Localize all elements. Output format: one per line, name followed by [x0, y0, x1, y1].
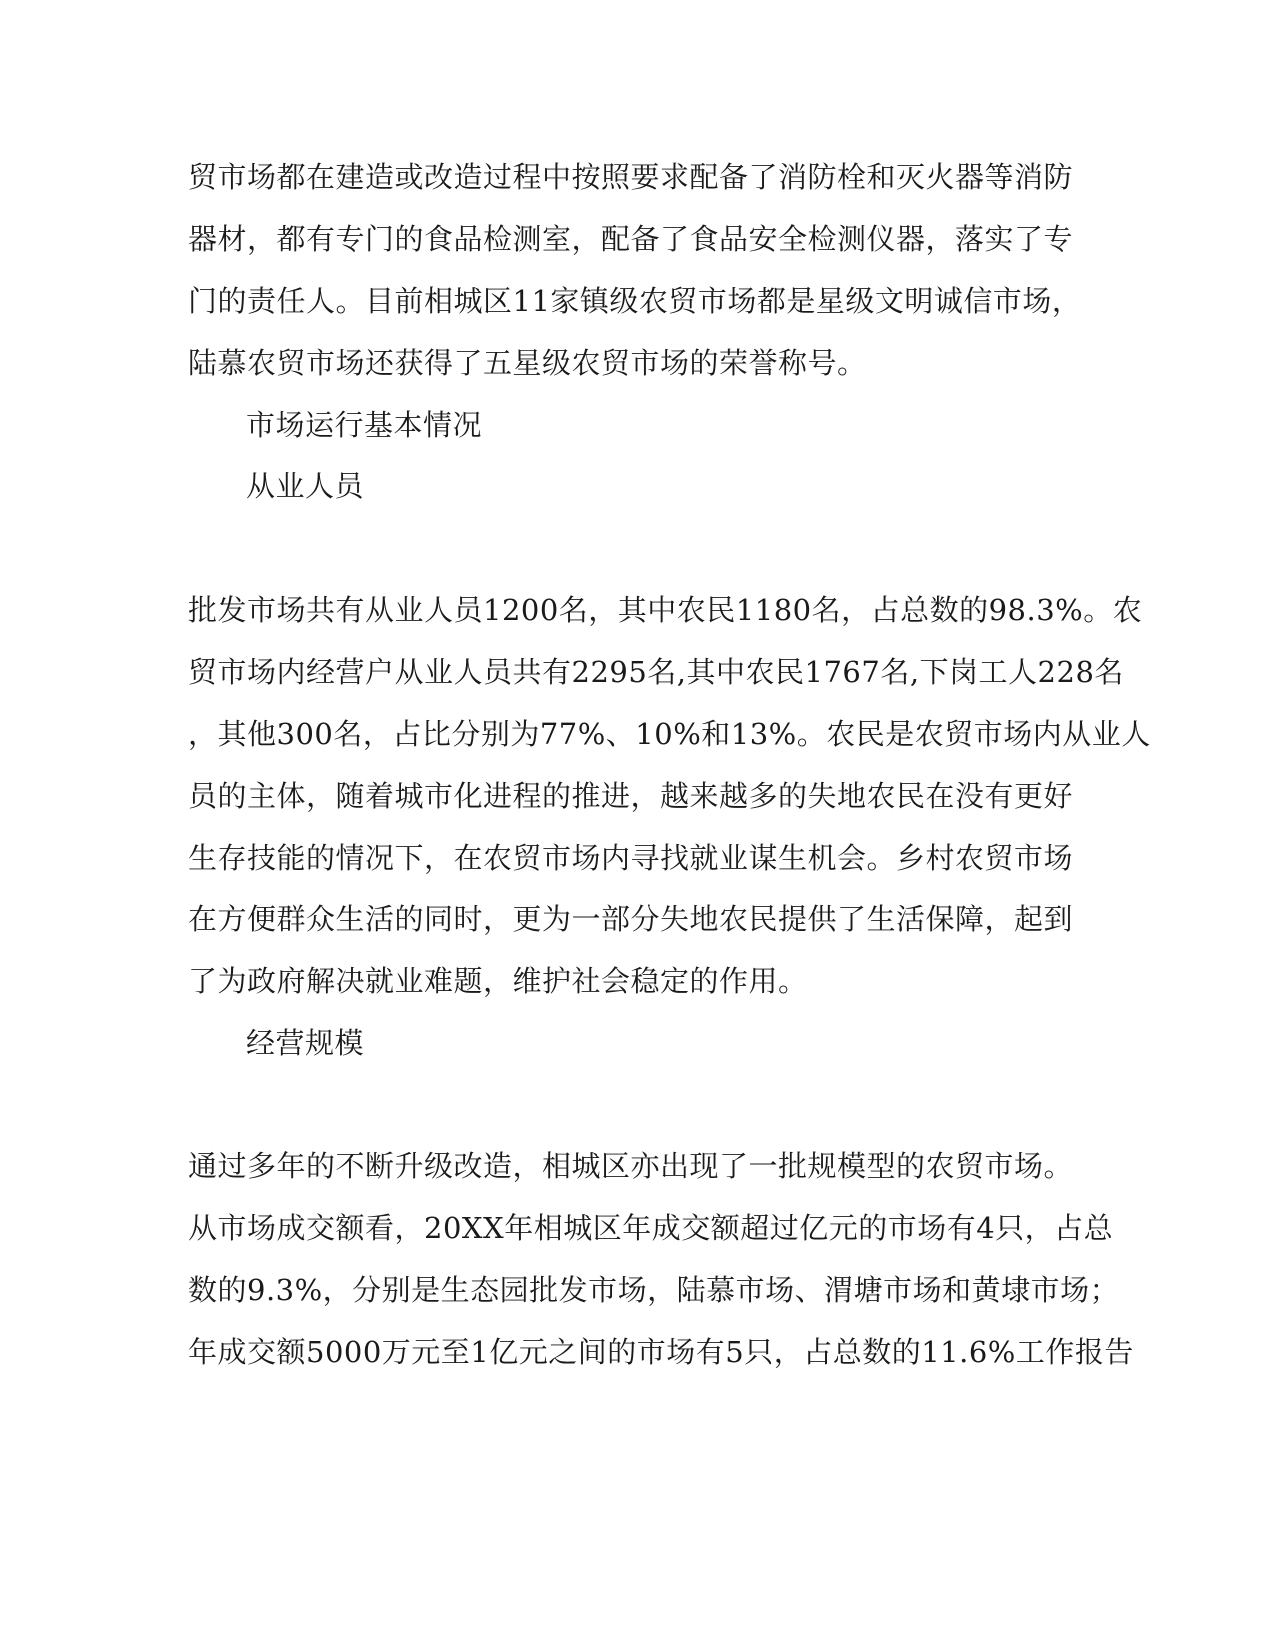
paragraph-line: ，其他300名，占比分别为77%、10%和13%。农民是农贸市场内从业人 — [188, 717, 1151, 751]
section-heading: 经营规模 — [246, 1026, 365, 1060]
paragraph-line: 通过多年的不断升级改造，相城区亦出现了一批规模型的农贸市场。 — [188, 1149, 1074, 1183]
paragraph-line: 生存技能的情况下，在农贸市场内寻找就业谋生机会。乡村农贸市场 — [188, 841, 1074, 875]
paragraph-line: 贸市场都在建造或改造过程中按照要求配备了消防栓和灭火器等消防 — [188, 160, 1074, 194]
paragraph-line: 数的9.3%，分别是生态园批发市场，陆慕市场、渭塘市场和黄埭市场； — [188, 1273, 1120, 1307]
paragraph-line: 陆慕农贸市场还获得了五星级农贸市场的荣誉称号。 — [188, 346, 867, 380]
paragraph-line: 年成交额5000万元至1亿元之间的市场有5只，占总数的11.6%工作报告 — [188, 1335, 1134, 1369]
paragraph-line: 从市场成交额看，20XX年相城区年成交额超过亿元的市场有4只，占总 — [188, 1211, 1114, 1245]
paragraph-line: 批发市场共有从业人员1200名，其中农民1180名，占总数的98.3%。农 — [188, 593, 1143, 627]
paragraph-line: 器材，都有专门的食品检测室，配备了食品安全检测仪器，落实了专 — [188, 222, 1074, 256]
paragraph-line: 了为政府解决就业难题，维护社会稳定的作用。 — [188, 964, 808, 998]
paragraph-line: 门的责任人。目前相城区11家镇级农贸市场都是星级文明诚信市场， — [188, 284, 1082, 318]
section-heading: 从业人员 — [246, 469, 365, 503]
paragraph-line: 在方便群众生活的同时，更为一部分失地农民提供了生活保障，起到 — [188, 902, 1074, 936]
paragraph-line: 贸市场内经营户从业人员共有2295名,其中农民1767名,下岗工人228名 — [188, 655, 1124, 689]
section-heading: 市场运行基本情况 — [246, 408, 483, 442]
paragraph-line: 员的主体，随着城市化进程的推进，越来越多的失地农民在没有更好 — [188, 779, 1074, 813]
